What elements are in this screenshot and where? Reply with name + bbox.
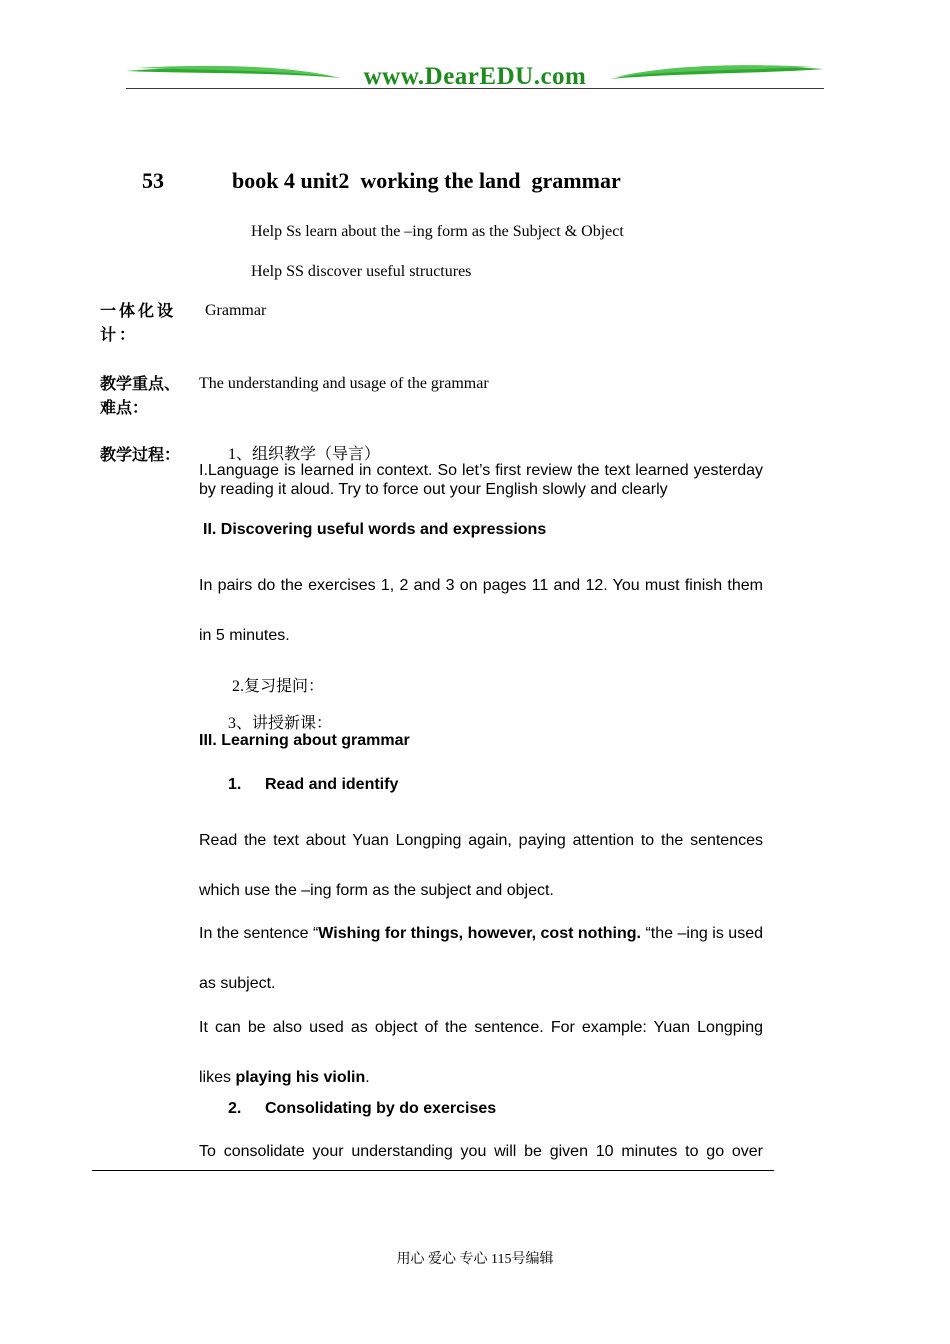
paragraph-consolidate: To consolidate your understanding you will be given 10 minutes to go over (199, 1143, 763, 1160)
objective-2: Help SS discover useful structures (251, 263, 472, 280)
subject-example-text-post: “the –ing is used as subject. (199, 925, 763, 992)
paragraph-object-example (199, 1003, 763, 1103)
paragraph-subject-example (199, 909, 763, 1009)
keypoints-label: 教学重点、难点： (100, 374, 181, 417)
step-2-heading: 2.复习提问： (232, 678, 325, 695)
object-example-phrase: playing his violin (235, 1069, 366, 1086)
lesson-title: book 4 unit2 working the land grammar (232, 168, 621, 193)
paragraph-review: I.Language is learned in context. So let’s first review the text learned yesterday by reading it aloud. Try to force out your English slowly and clearly (199, 462, 763, 498)
list-number-2: 2. (228, 1100, 242, 1117)
object-example-text-post: . (365, 1069, 370, 1086)
lesson-number: 53 (142, 168, 164, 193)
design-label: 一体化设计： (100, 301, 177, 344)
subject-example-text-pre: In the sentence “ (199, 925, 319, 942)
list-item-consolidating: Consolidating by do exercises (265, 1100, 497, 1117)
page-footer: 用心 爱心 专心 115号编辑 (396, 1252, 554, 1267)
keypoints-value: The understanding and usage of the grammar (199, 375, 489, 392)
list-item-read-identify: Read and identify (265, 776, 399, 793)
section-heading-grammar: III. Learning about grammar (199, 732, 410, 749)
step-3-heading: 3、讲授新课： (228, 715, 333, 732)
site-logo-text: www.DearEDU.com (363, 63, 587, 90)
section-heading-discovering: II. Discovering useful words and expressions (203, 521, 547, 538)
step-1-heading: 1、组织教学（导言） (228, 446, 381, 463)
page-bottom-divider (92, 1170, 774, 1171)
process-label: 教学过程： (100, 445, 181, 464)
objective-1: Help Ss learn about the –ing form as the Subject & Object (251, 223, 624, 240)
list-number-1: 1. (228, 776, 242, 793)
header-divider (126, 88, 824, 89)
subject-example-sentence: Wishing for things, however, cost nothing. (318, 925, 641, 942)
paragraph-pairs: In pairs do the exercises 1, 2 and 3 on pages 11 and 12. You must finish them in 5 minutes. (199, 577, 763, 644)
design-value: Grammar (205, 302, 267, 319)
object-example-text-pre: It can be also used as object of the sentence. For example: Yuan Longping likes (199, 1019, 763, 1086)
paragraph-read-text: Read the text about Yuan Longping again, paying attention to the sentences which use the –ing form as the subject and object. (199, 832, 763, 899)
